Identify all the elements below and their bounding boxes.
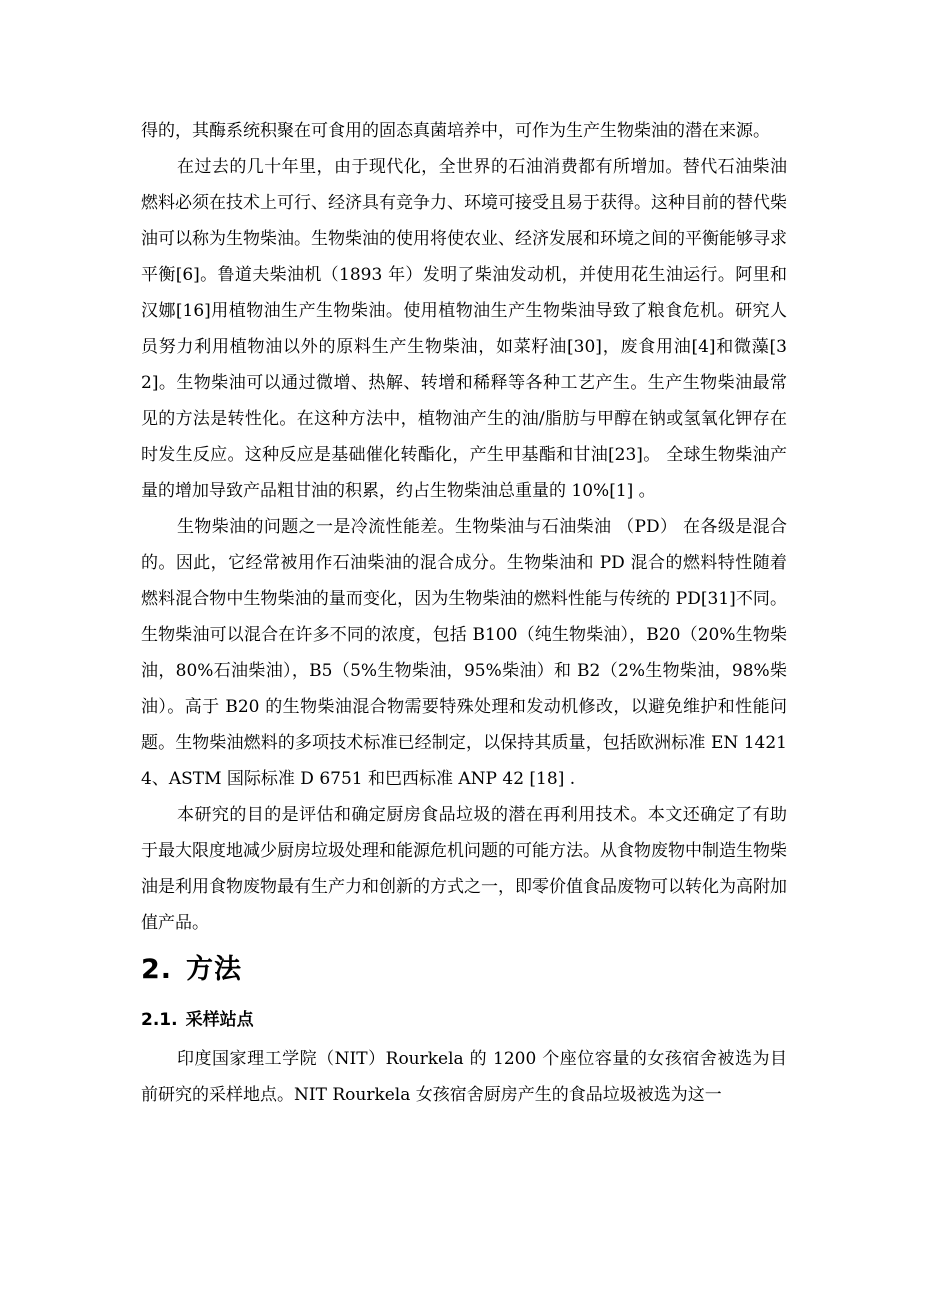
section-title: 方法 bbox=[186, 954, 243, 985]
paragraph-background: 在过去的几十年里，由于现代化，全世界的石油消费都有所增加。替代石油柴油燃料必须在技术上可行、经济具有竞争力、环境可接受且易于获得。这种目前的替代柴油可以称为生物柴油。生物柴油的使用将使农业、经济发展和环境之间的平衡能够寻求平衡[6]。鲁道夫柴油机（1893 年）发明了柴油发动机，并使用花生油运行。阿里和汉娜[16]用植物油生产生物柴油。使用植物油生产生物柴油导致了粮食危机。研究人员努力利用植物油以外的原料生产生物柴油，如菜籽油[30]，废食用油[4]和微藻[32]。生物柴油可以通过微增、热解、转增和稀释等各种工艺产生。生产生物柴油最常见的方法是转性化。在这种方法中，植物油产生的油/脂肪与甲醇在钠或氢氧化钾存在时发生反应。这种反应是基础催化转酯化，产生甲基酯和甘油[23]。 全球生物柴油产量的增加导致产品粗甘油的积累，约占生物柴油总重量的 10%[1] 。 bbox=[141, 157, 787, 501]
subsection-title: 采样站点 bbox=[185, 1010, 254, 1030]
document-page bbox=[141, 113, 787, 1113]
section-number: 2. bbox=[141, 954, 173, 985]
paragraph-objective: 本研究的目的是评估和确定厨房食品垃圾的潜在再利用技术。本文还确定了有助于最大限度地减少厨房垃圾处理和能源危机问题的可能方法。从食物废物中制造生物柴油是利用食物废物最有生产力和创新的方式之一，即零价值食品废物可以转化为高附加值产品。 bbox=[141, 805, 787, 933]
subsection-number: 2.1. bbox=[141, 1010, 178, 1030]
paragraph-cold-flow: 生物柴油的问题之一是冷流性能差。生物柴油与石油柴油 （PD） 在各级是混合的。因此，它经常被用作石油柴油的混合成分。生物柴油和 PD 混合的燃料特性随着燃料混合物中生物柴油的量而变化，因为生物柴油的燃料性能与传统的 PD[31]不同。生物柴油可以混合在许多不同的浓度，包括 B100（纯生物柴油），B20（20%生物柴油，80%石油柴油），B5（5%生物柴油，95%柴油）和 B2（2%生物柴油，98%柴油）。高于 B20 的生物柴油混合物需要特殊处理和发动机修改，以避免维护和性能问题。生物柴油燃料的多项技术标准已经制定，以保持其质量，包括欧洲标准 EN 14214、ASTM 国际标准 D 6751 和巴西标准 ANP 42 [18] . bbox=[141, 517, 787, 789]
subsection-heading-sampling-site bbox=[141, 999, 787, 1041]
section-heading-methods bbox=[141, 941, 787, 999]
paragraph-continuation: 得的，其酶系统积聚在可食用的固态真菌培养中，可作为生产生物柴油的潜在来源。 bbox=[141, 121, 770, 141]
paragraph-sampling-site: 印度国家理工学院（NIT）Rourkela 的 1200 个座位容量的女孩宿舍被选为目前研究的采样地点。NIT Rourkela 女孩宿舍厨房产生的食品垃圾被选为这一 bbox=[141, 1049, 787, 1105]
